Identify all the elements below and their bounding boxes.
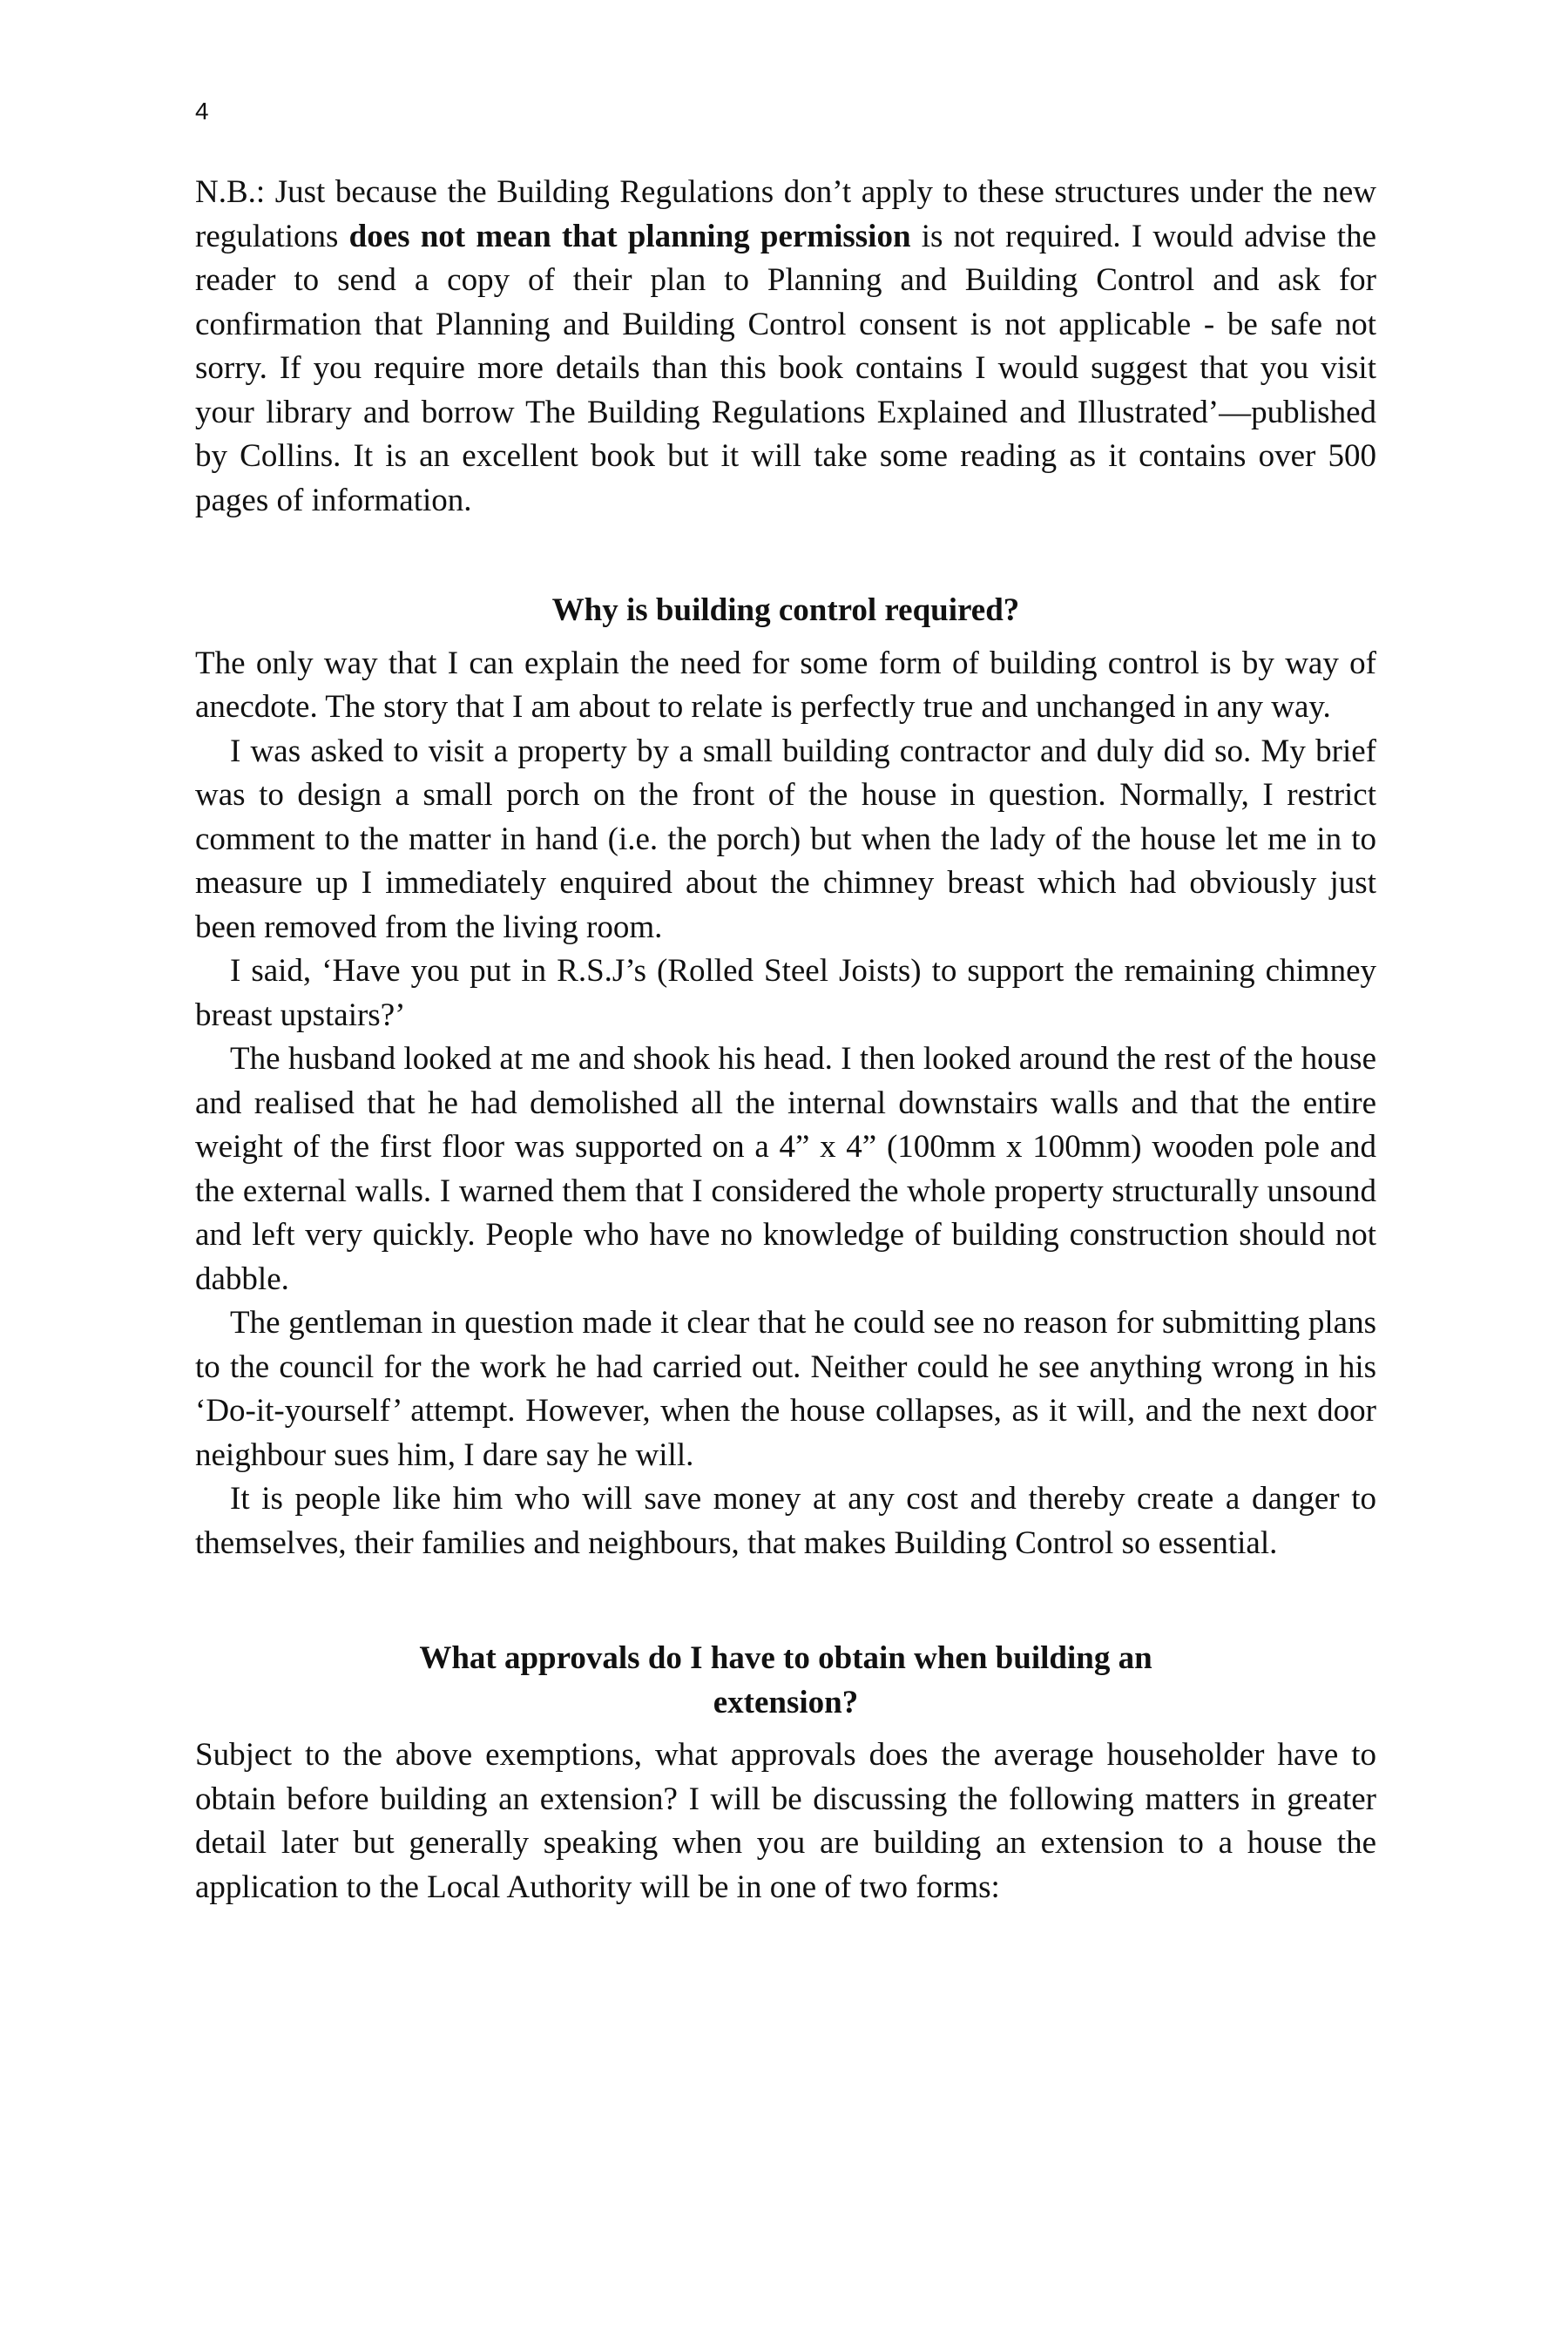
intro-text-end: is not required. I would advise the reader to send a copy of their plan to Planning and Building Control and ask for confirmation that Planning and Building Control consent is not applicable - be safe not sorry. If you require more details than this book contains I would suggest that you visit your library and borrow The Building Regulations Explained and Illustrated’—published by Collins. It is an excellent book but it will take some reading as it contains over 500 pages of information. xyxy=(195,218,1377,518)
body-paragraph: The gentleman in question made it clear that he could see no reason for submitting plans to the council for the work he had carried out. Neither could he see anything wrong in his ‘Do-it-yourself’ attempt. However, when the house collapses, as it will, and the next door neighbour sues him, I dare say he will. xyxy=(195,1305,1376,1473)
body-paragraph: Subject to the above exemptions, what approvals does the average householder have to obtain before building an extension? I will be discussing the following matters in greater detail later but generally speaking when you are building an extension to a house the application to the Local Authority will be in one of two forms: xyxy=(195,1737,1376,1905)
body-paragraph: The husband looked at me and shook his head. I then looked around the rest of the house and realised that he had demolished all the internal downstairs walls and that the entire weight of the first floor was supported on a 4” x 4” (100mm x 100mm) wooden pole and the external walls. I warned them that I considered the whole property structurally unsound and left very quickly. People who have no knowledge of building construction should not dabble. xyxy=(195,1041,1376,1297)
page-number: 4 xyxy=(195,98,209,125)
intro-bold-emphasis: does not mean that planning permission xyxy=(348,218,911,254)
page-body xyxy=(195,171,1376,1909)
intro-text-start: N.B.: Just because the Building Regulations don’t apply to these structures under the new regulations xyxy=(195,174,1376,254)
section-heading-building-control: Why is building control required? xyxy=(551,592,1020,628)
body-paragraph: The only way that I can explain the need for some form of building control is by way of anecdote. The story that I am about to relate is perfectly true and unchanged in any way. xyxy=(195,645,1376,725)
body-paragraph: I was asked to visit a property by a small building contractor and duly did so. My brief was to design a small porch on the front of the house in question. Normally, I restrict comment to the matter in hand (i.e. the porch) but when the lady of the house let me in to measure up I immediately enquired about the chimney breast which had obviously just been removed from the living room. xyxy=(195,733,1376,945)
section-heading-wrapper xyxy=(350,1637,1221,1725)
body-paragraph: I said, ‘Have you put in R.S.J’s (Rolled Steel Joists) to support the remaining chimney breast upstairs?’ xyxy=(195,953,1376,1033)
intro-paragraph xyxy=(195,171,1376,523)
section-heading-approvals: What approvals do I have to obtain when building an extension? xyxy=(419,1640,1152,1720)
body-paragraph: It is people like him who will save money at any cost and thereby create a danger to themselves, their families and neighbours, that makes Building Control so essential. xyxy=(195,1481,1376,1561)
